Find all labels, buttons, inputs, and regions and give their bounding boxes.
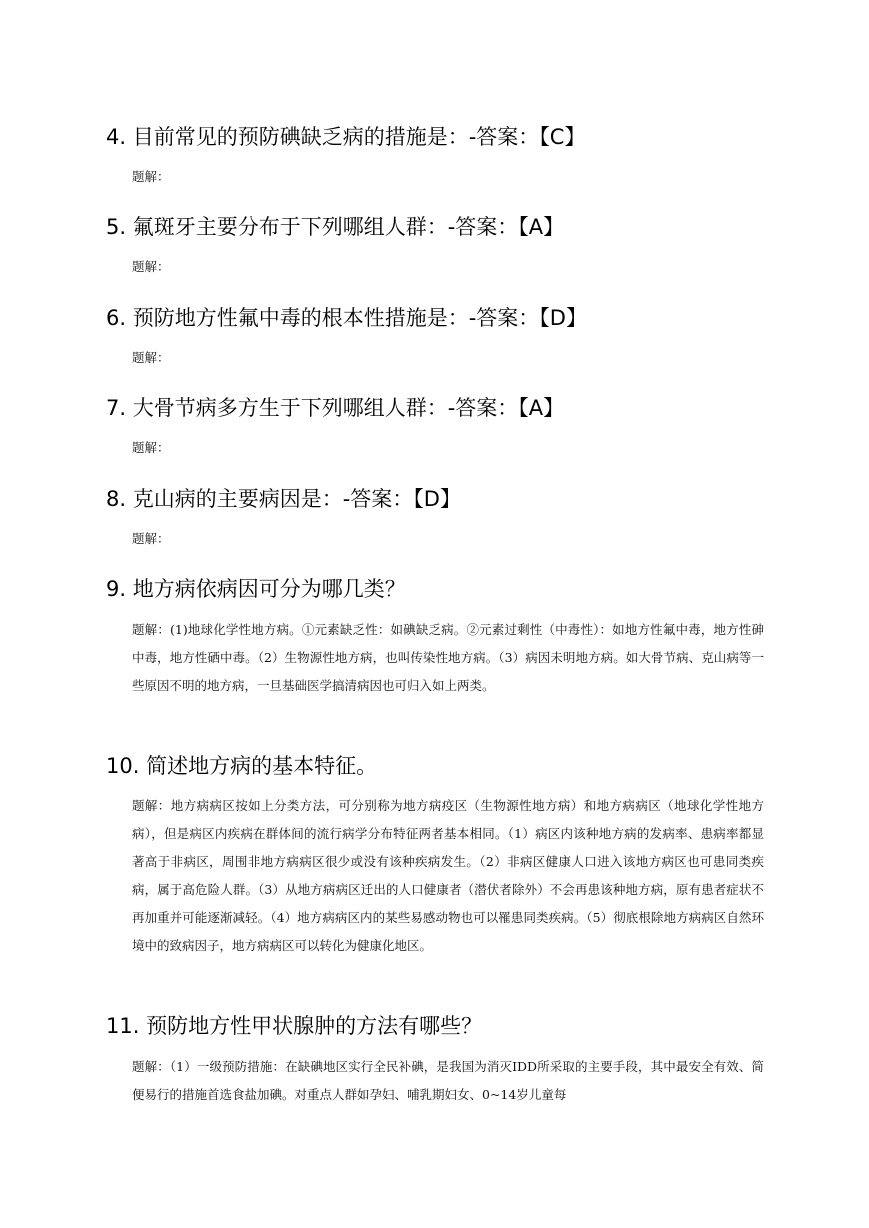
question-6-explanation: 题解： — [132, 350, 170, 365]
question-4-title: 4. 目前常见的预防碘缺乏病的措施是：-答案：【C】 — [106, 125, 586, 149]
question-5-explanation: 题解： — [132, 259, 170, 274]
question-7-explanation: 题解： — [132, 440, 170, 455]
question-11-explanation: 题解：（1）一级预防措施：在缺碘地区实行全民补碘，是我国为消灭IDD所采取的主要手段，其中最安全有效、简便易行的措施首选食盐加碘。对重点人群如孕妇、哺乳期妇女、0~14岁儿童每 — [132, 1059, 764, 1102]
question-9-title: 9. 地方病依病因可分为哪几类？ — [106, 577, 406, 601]
question-7-title: 7. 大骨节病多方生于下列哪组人群：-答案：【A】 — [106, 396, 565, 420]
question-5-title: 5. 氟斑牙主要分布于下列哪组人群：-答案：【A】 — [106, 215, 565, 239]
question-11-title: 11. 预防地方性甲状腺肿的方法有哪些？ — [106, 1014, 483, 1038]
question-8-explanation: 题解： — [132, 531, 170, 546]
question-10-explanation: 题解：地方病病区按如上分类方法，可分别称为地方病疫区（生物源性地方病）和地方病病区（地球化学性地方病），但是病区内疾病在群体间的流行病学分布特征两者基本相同。（1）病区内该种地方病的发病率、患病率都显著高于非病区，周围非地方病病区很少或没有该种疾病发生。（2）非病区健康人口进入该地方病区也可患同类疾病，属于高危险人群。（3）从地方病病区迁出的人口健康者（潜伏者除外）不会再患该种地方病，原有患者症状不再加重并可能逐渐减轻。（4）地方病病区内的某些易感动物也可以罹患同类疾病。（5）彻底根除地方病病区自然环境中的致病因子，地方病病区可以转化为健康化地区。 — [132, 798, 764, 953]
question-8-title: 8. 克山病的主要病因是：-答案：【D】 — [106, 487, 461, 511]
question-6-title: 6. 预防地方性氟中毒的根本性措施是：-答案：【D】 — [106, 306, 587, 330]
question-9-explanation: 题解：(1)地球化学性地方病。①元素缺乏性：如碘缺乏病。②元素过剩性（中毒性）：如地方性氟中毒，地方性砷中毒，地方性硒中毒。（2）生物源性地方病，也叫传染性地方病。（3）病因未明地方病。如大骨节病、克山病等一些原因不明的地方病，一旦基础医学搞清病因也可归入如上两类。 — [132, 622, 764, 693]
question-10-title: 10. 简述地方病的基本特征。 — [106, 754, 378, 778]
question-4-explanation: 题解： — [132, 169, 170, 184]
